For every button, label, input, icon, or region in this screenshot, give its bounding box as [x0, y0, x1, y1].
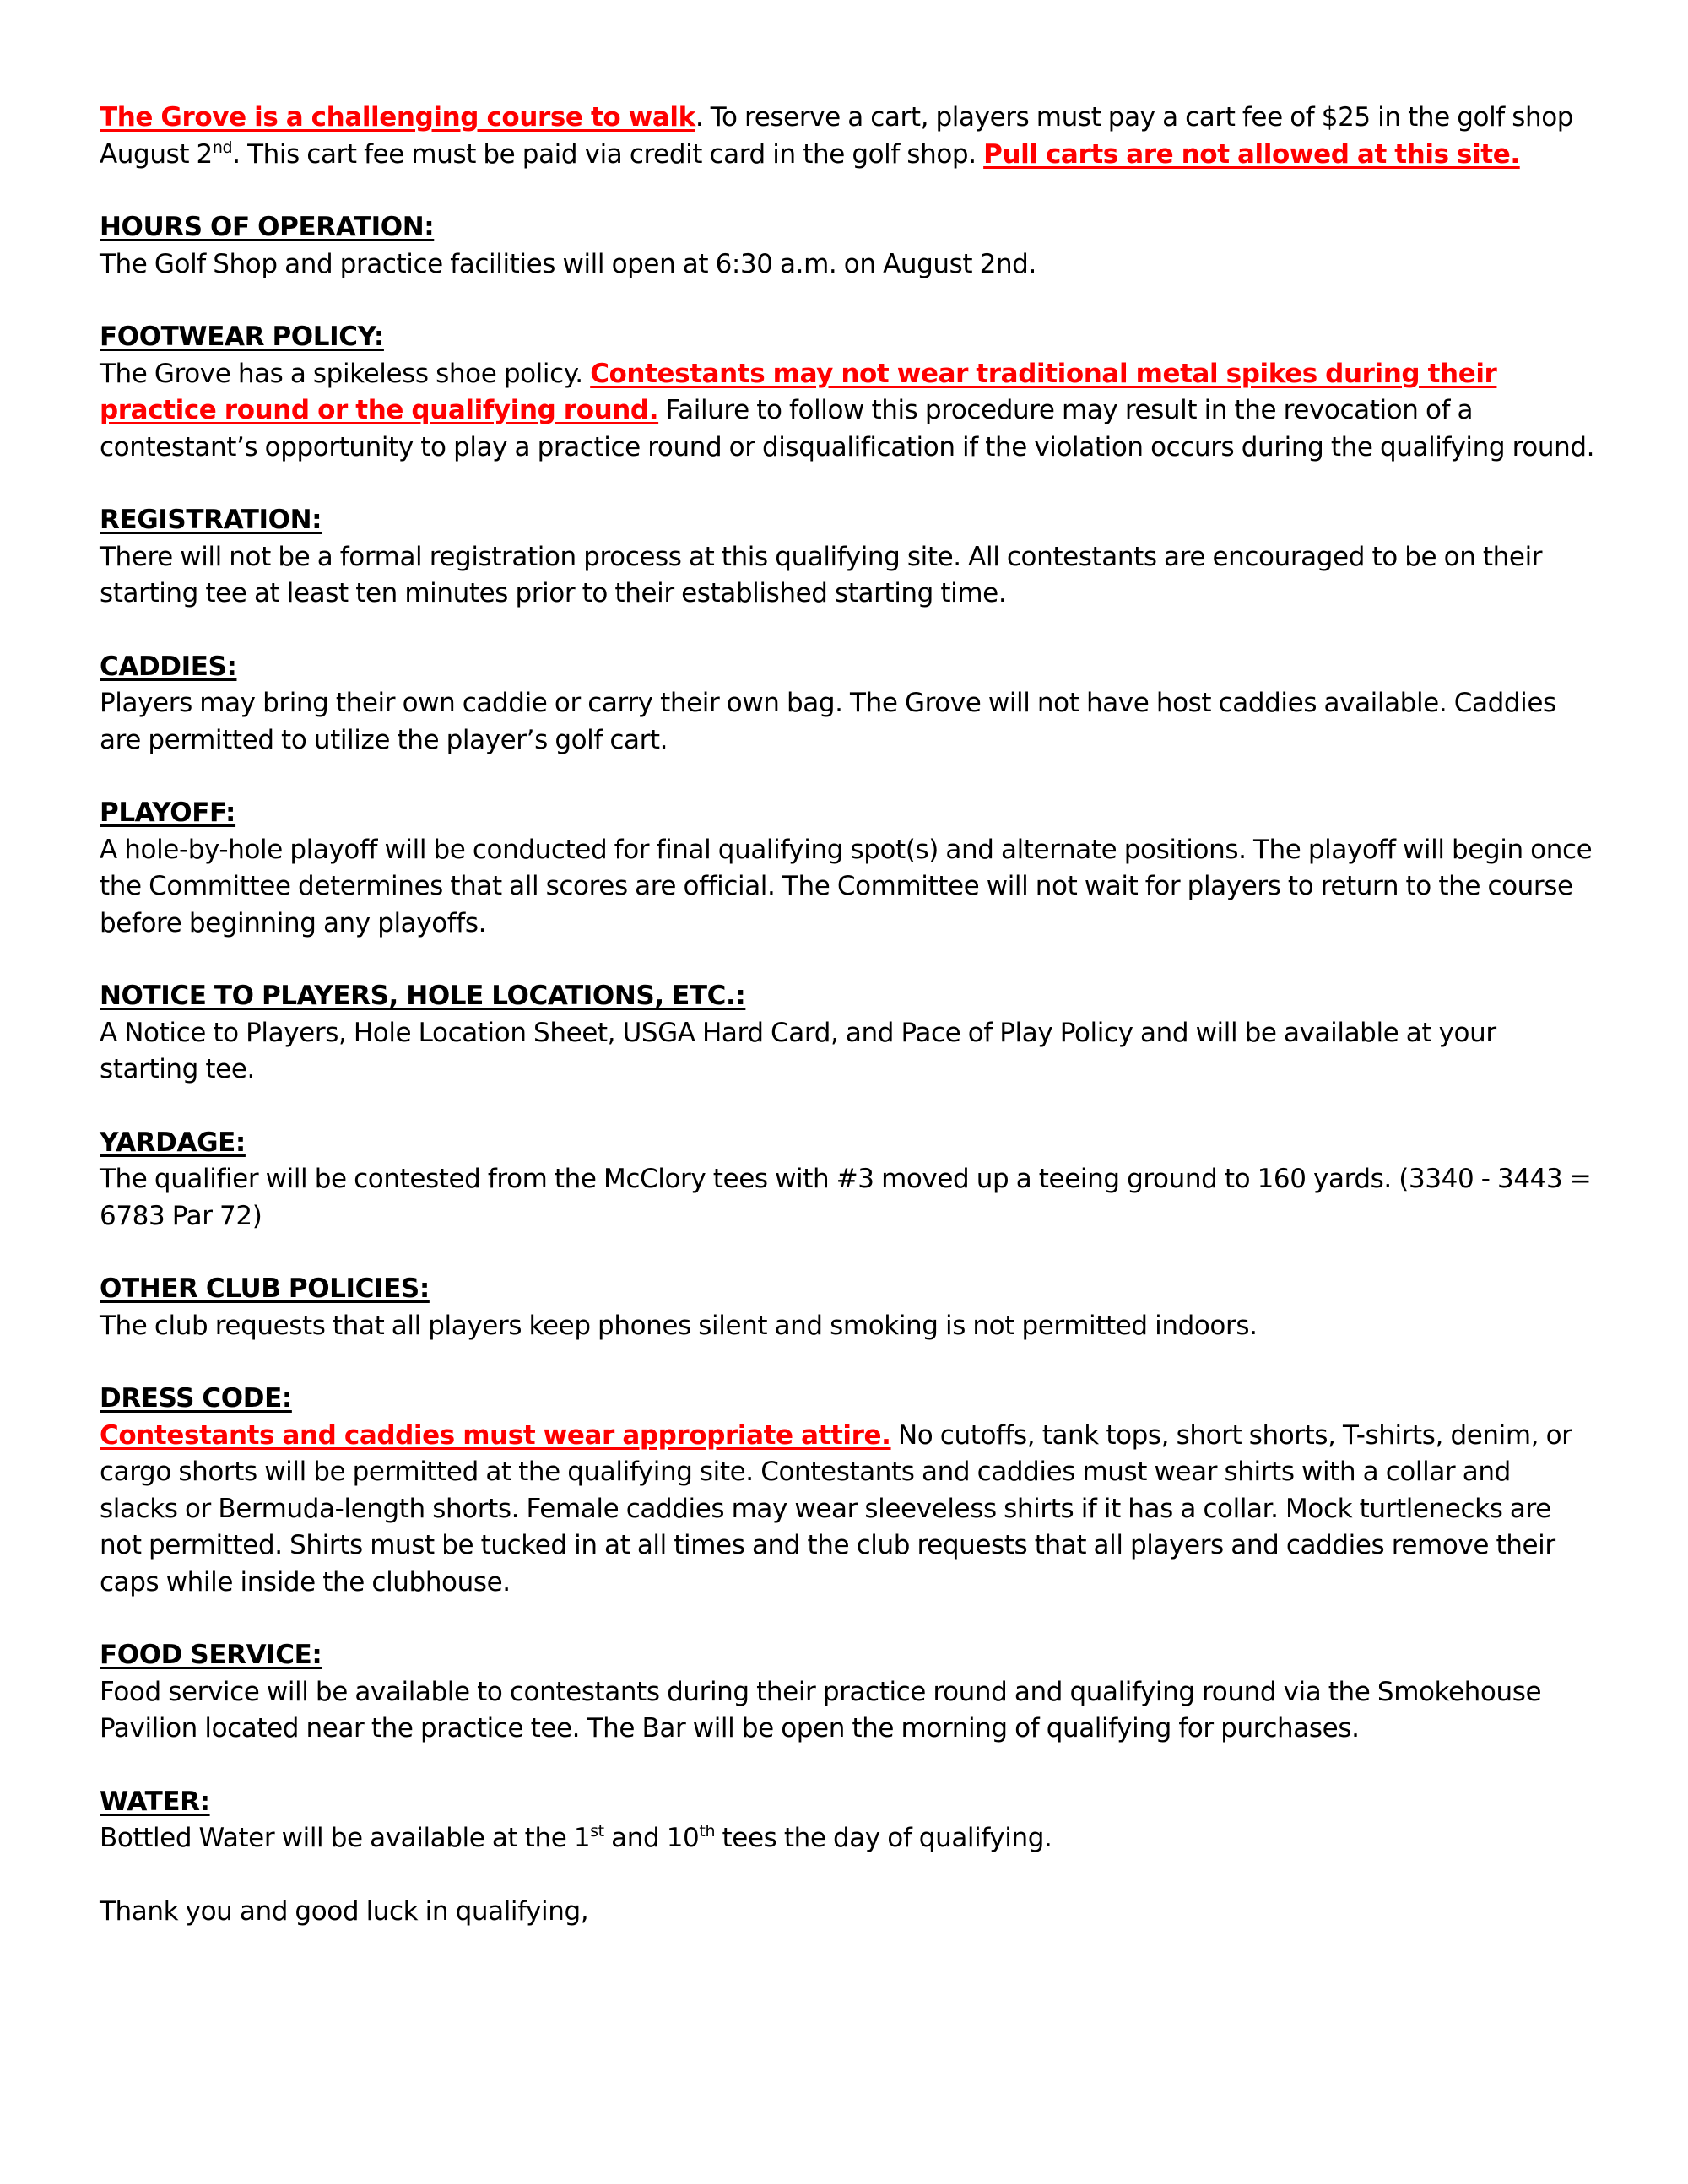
section-notice — [100, 978, 1595, 1089]
section-heading: FOOTWEAR POLICY: — [100, 322, 384, 352]
section-text: The qualifier will be contested from the McClory tees with #3 moved up a teeing ground to 160 yards. (3340 - 3443 = 6783 Par 72) — [100, 1164, 1592, 1231]
section-footwear — [100, 319, 1595, 466]
intro-text: . To reserve a cart, players must pay a cart fee of $25 in the golf shop August 2 — [100, 102, 1574, 170]
intro-warning-pull-carts: Pull carts are not allowed at this site. — [983, 138, 1520, 170]
section-text: The club requests that all players keep phones silent and smoking is not permitted indoors. — [100, 1310, 1258, 1341]
intro-text-2: . This cart fee must be paid via credit card in the golf shop. — [232, 138, 984, 170]
section-text: Players may bring their own caddie or carry their own bag. The Grove will not have host caddies available. Caddies are permitted to utilize the player’s golf cart. — [100, 688, 1556, 755]
section-text: There will not be a formal registration process at this qualifying site. All contestants are encouraged to be on their starting tee at least ten minutes prior to their established starting time. — [100, 541, 1543, 608]
section-heading: YARDAGE: — [100, 1127, 246, 1158]
section-food-service — [100, 1637, 1595, 1748]
section-heading: DRESS CODE: — [100, 1383, 292, 1414]
section-yardage — [100, 1125, 1595, 1235]
water-superscript-1: st — [590, 1822, 604, 1841]
section-playoff — [100, 795, 1595, 942]
section-heading: HOURS OF OPERATION: — [100, 212, 435, 242]
section-heading: WATER: — [100, 1786, 210, 1817]
section-text-2: and 10 — [603, 1823, 700, 1853]
section-text: Food service will be available to contestants during their practice round and qualifying round via the Smokehouse Pavilion located near the practice tee. The Bar will be open the morning of qualifying for purchases. — [100, 1676, 1542, 1743]
section-text: The Grove has a spikeless shoe policy. — [100, 358, 591, 389]
section-heading: OTHER CLUB POLICIES: — [100, 1273, 430, 1304]
section-heading: NOTICE TO PLAYERS, HOLE LOCATIONS, ETC.: — [100, 981, 746, 1011]
section-heading: PLAYOFF: — [100, 797, 236, 828]
section-caddies — [100, 649, 1595, 760]
section-heading: FOOD SERVICE: — [100, 1640, 322, 1670]
section-text: A hole-by-hole playoff will be conducted for final qualifying spot(s) and alternate positions. The playoff will begin once the Committee determines that all scores are official. The Committee will not wait for players to return to the course before beginning any playoffs. — [100, 834, 1593, 938]
section-dress-code — [100, 1381, 1595, 1601]
closing-line — [100, 1894, 1595, 1931]
section-hours — [100, 209, 1595, 283]
closing-text: Thank you and good luck in qualifying, — [100, 1895, 589, 1927]
section-text: Bottled Water will be available at the 1 — [100, 1823, 591, 1853]
section-heading: CADDIES: — [100, 651, 237, 682]
intro-paragraph — [100, 100, 1595, 173]
section-text-3: tees the day of qualifying. — [715, 1823, 1052, 1853]
section-heading: REGISTRATION: — [100, 505, 322, 535]
section-text-2: Failure to follow this procedure may result in the revocation of a contestant’s opportunity to play a practice round or disqualification if the violation occurs during the qualifying round. — [100, 395, 1595, 462]
section-text: A Notice to Players, Hole Location Sheet, USGA Hard Card, and Pace of Play Policy and will be available at your starting tee. — [100, 1017, 1496, 1084]
intro-superscript: nd — [212, 138, 233, 157]
footwear-warning: Contestants may not wear traditional metal spikes during their practice round or the qualifying round. — [100, 358, 1497, 425]
section-water — [100, 1784, 1595, 1857]
section-club-policies — [100, 1271, 1595, 1344]
section-registration — [100, 502, 1595, 613]
dress-code-warning: Contestants and caddies must wear appropriate attire. — [100, 1419, 891, 1451]
section-text: No cutoffs, tank tops, short shorts, T-shirts, denim, or cargo shorts will be permitted at the qualifying site. Contestants and caddies must wear shirts with a collar and slacks or Bermuda-length shorts. Female caddies may wear sleeveless shirts if it has a collar. Mock turtlenecks are not permitted. Shirts must be tucked in at all times and the club requests that all players and caddies remove their caps while inside the clubhouse. — [100, 1419, 1572, 1597]
water-superscript-2: th — [699, 1822, 716, 1841]
section-text: The Golf Shop and practice facilities will open at 6:30 a.m. on August 2nd. — [100, 248, 1036, 279]
intro-warning-walk: The Grove is a challenging course to walk — [100, 102, 695, 132]
